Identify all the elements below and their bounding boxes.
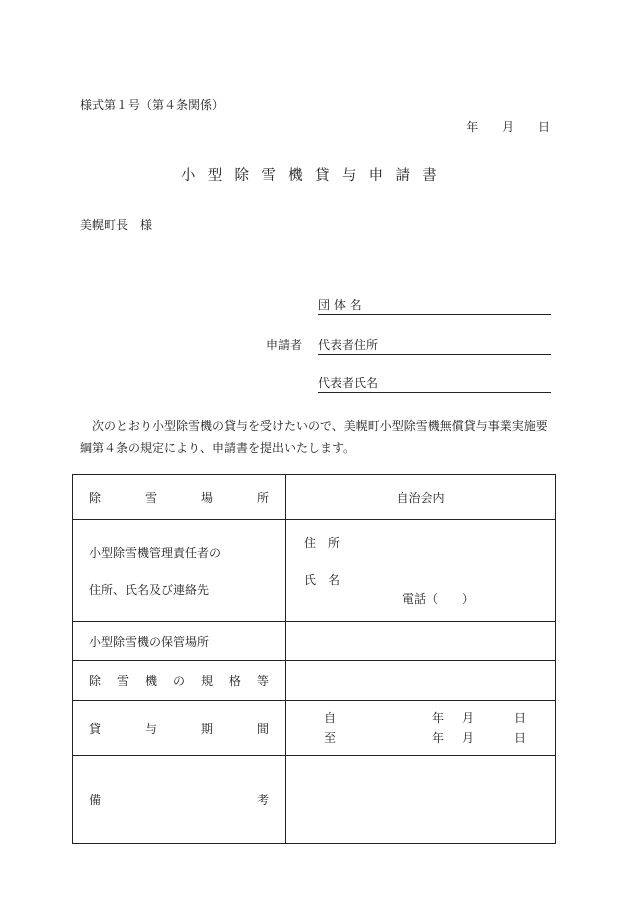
label-char: の [172, 674, 185, 688]
label-char: 雪 [116, 674, 129, 688]
label-char: 等 [256, 674, 269, 688]
label-char: 期 [200, 721, 213, 736]
label-char: 除 [89, 490, 102, 505]
representative-name-label: 代表者氏名 [318, 376, 379, 390]
period-month-label: 月 [461, 731, 474, 745]
period-label [73, 701, 286, 756]
period-to-line [286, 728, 555, 748]
label-char: 規 [200, 674, 213, 688]
period-month-label: 月 [461, 711, 474, 725]
org-name-field[interactable] [318, 296, 551, 315]
date-month-label: 月 [502, 120, 515, 134]
remarks-label [73, 756, 286, 844]
location-value[interactable]: 自治会内 [286, 475, 556, 520]
manager-row [73, 520, 556, 622]
period-value-cell[interactable] [286, 701, 556, 756]
representative-address-field[interactable] [318, 336, 551, 355]
location-row [73, 475, 556, 520]
period-to-label: 至 [324, 731, 337, 745]
manager-phone-label: 電話（ ） [402, 592, 475, 606]
period-year-label: 年 [431, 731, 444, 745]
document-title: 小型除雪機貸与申請書 [180, 168, 450, 184]
period-day-label: 日 [513, 731, 526, 745]
storage-row [73, 622, 556, 661]
manager-address-label: 住 所 [304, 536, 341, 550]
applicant-label: 申請者 [266, 338, 303, 352]
location-label [73, 475, 286, 520]
storage-value[interactable] [286, 622, 556, 661]
period-from-line [286, 708, 555, 728]
manager-label-line2: 住所、氏名及び連絡先 [89, 582, 210, 597]
period-row [73, 701, 556, 756]
label-char: 所 [256, 490, 269, 505]
date-year-label: 年 [466, 120, 479, 134]
label-char: 与 [144, 721, 157, 736]
remarks-value[interactable] [286, 756, 556, 844]
body-text: 次のとおり小型除雪機の貸与を受けたいので、美幌町小型除雪機無償貸与事業実施要綱第４条の規定により、申請書を提出いたします。 [80, 419, 548, 455]
label-char: 間 [256, 721, 269, 736]
manager-label-line1: 小型除雪機管理責任者の [89, 545, 222, 560]
label-char: 備 [89, 793, 102, 807]
label-char: 雪 [144, 490, 157, 505]
date-line [446, 118, 550, 135]
date-day-label: 日 [537, 120, 550, 134]
form-number: 様式第１号（第４条関係） [80, 98, 225, 112]
manager-label [73, 520, 286, 622]
label-char: 格 [228, 674, 241, 688]
manager-value-cell[interactable] [286, 520, 556, 622]
period-day-label: 日 [513, 711, 526, 725]
period-year-label: 年 [431, 711, 444, 725]
spec-row [73, 661, 556, 701]
storage-label: 小型除雪機の保管場所 [73, 622, 286, 661]
representative-address-label: 代表者住所 [318, 338, 379, 352]
label-char: 場 [200, 490, 213, 505]
addressee: 美幌町長 様 [80, 218, 153, 232]
representative-name-field[interactable] [318, 374, 551, 393]
label-char: 貸 [89, 721, 102, 736]
manager-name-label: 氏 名 [304, 573, 341, 587]
org-name-label: 団 体 名 [318, 298, 362, 312]
remarks-row [73, 756, 556, 844]
label-char: 除 [89, 674, 102, 688]
label-char: 機 [144, 674, 157, 688]
application-table [72, 474, 556, 844]
spec-label [73, 661, 286, 701]
label-char: 考 [256, 793, 269, 807]
spec-value[interactable] [286, 661, 556, 701]
period-from-label: 自 [324, 711, 337, 725]
